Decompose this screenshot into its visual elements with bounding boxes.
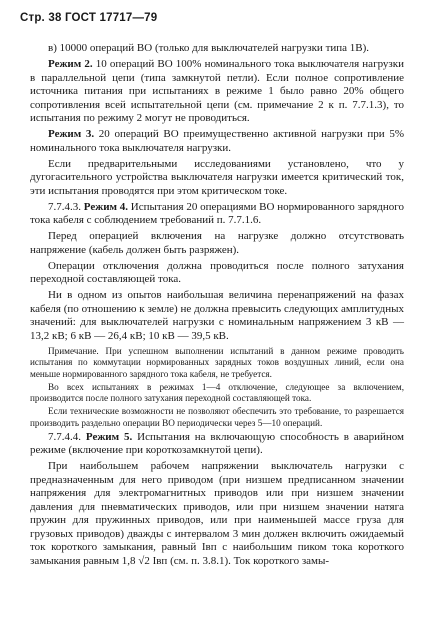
page-header xyxy=(20,12,157,24)
paragraph-7-7-4-4: 7.7.4.4. Режим 5. Испытания на включающую способность в аварийном режиме (включение при короткозамкнутой цепи). xyxy=(30,430,404,456)
note-1: Примечание. При успешном выполнении испытаний в данном режиме проводить испытания по коммутации нормированных зарядных токов воздушных линий, если она меньше нормированного зарядного тока кабеля, не требуется. xyxy=(30,345,404,379)
document-body xyxy=(30,42,404,571)
paragraph-max-voltage: При наибольшем рабочем напряжении выключатель нагрузки с предназначенным для него приводом (при низшем предписанном значении напряжения для электромагнитных приводов или при низшем значении давления для пневматических приводов, или при низшем значении натяга пружин для пружинных приводов, или при наименьшей массе груза для грузовых приводов) дважды с интервалом 3 мин должен включить ожидаемый ток короткого замыкания, равный Iвп с наибольшим пиком тока короткого замыкания равным 1,8 √2 Iвп (см. п. 3.8.1). Ток короткого замы- xyxy=(30,460,404,567)
mode-3-label: Режим 3. xyxy=(48,128,95,140)
paragraph-critical-current: Если предварительными исследованиями установлено, что у дугогасительного устройства выключателя нагрузки имеется критический ток, эти испытания проводятся при этом критическом токе. xyxy=(30,157,404,197)
note-3: Если технические возможности не позволяют обеспечить это требование, то разрешается производить раздельно операции ВО периодически через 5—10 операций. xyxy=(30,406,404,428)
paragraph-option-v: в) 10000 операций ВО (только для выключателей нагрузки типа 1В). xyxy=(48,42,370,54)
mode-4-label: Режим 4. xyxy=(83,200,129,213)
note-2: Во всех испытаниях в режимах 1—4 отключение, следующее за включением, производится после полного затухания переходной составляющей тока. xyxy=(30,381,404,403)
paragraph-breaking-ops: Операции отключения должна проводиться после полного затухания переходной составляющей тока. xyxy=(30,259,404,285)
paragraph-no-voltage: Перед операцией включения на нагрузке должно отсутствовать напряжение (кабель должен быть разряжен). xyxy=(30,230,404,256)
paragraph-mode-2: Режим 2. 10 операций ВО 100% номинального тока выключателя нагрузки в параллельной цепи (типа замкнутой петли). Если полное сопротивление источника питания при испытаниях в режиме 1 было равно 20% общего сопротивления всей испытательной цепи (см. примечание 2 к п. 7.7.1.3), то испытания по режиму 2 могут не проводиться. xyxy=(30,58,405,124)
paragraph-mode-3: Режим 3. 20 операций ВО преимущественно активной нагрузки при 5% номинального тока выключателя нагрузки. xyxy=(30,128,404,154)
standard-number: ГОСТ 17717—79 xyxy=(64,12,158,24)
paragraph-overvoltage: Ни в одном из опытов наибольшая величина перенапряжений на фазах кабеля (по отношению к земле) не должна превысить следующих амплитудных значений: для выключателей нагрузки с номинальным напряжением 3 кВ — 13,2 кВ; 6 кВ — 26,4 кВ; 10 кВ — 39,5 кВ. xyxy=(30,289,404,342)
mode-5-label: Режим 5. xyxy=(85,430,133,443)
paragraph-7-7-4-3: 7.7.4.3. Режим 4. Испытания 20 операциями ВО нормированного зарядного тока кабеля с соблюдением требований п. 7.7.1.6. xyxy=(30,200,404,226)
page-number: Стр. 38 xyxy=(20,12,62,24)
mode-2-label: Режим 2. xyxy=(48,58,93,70)
